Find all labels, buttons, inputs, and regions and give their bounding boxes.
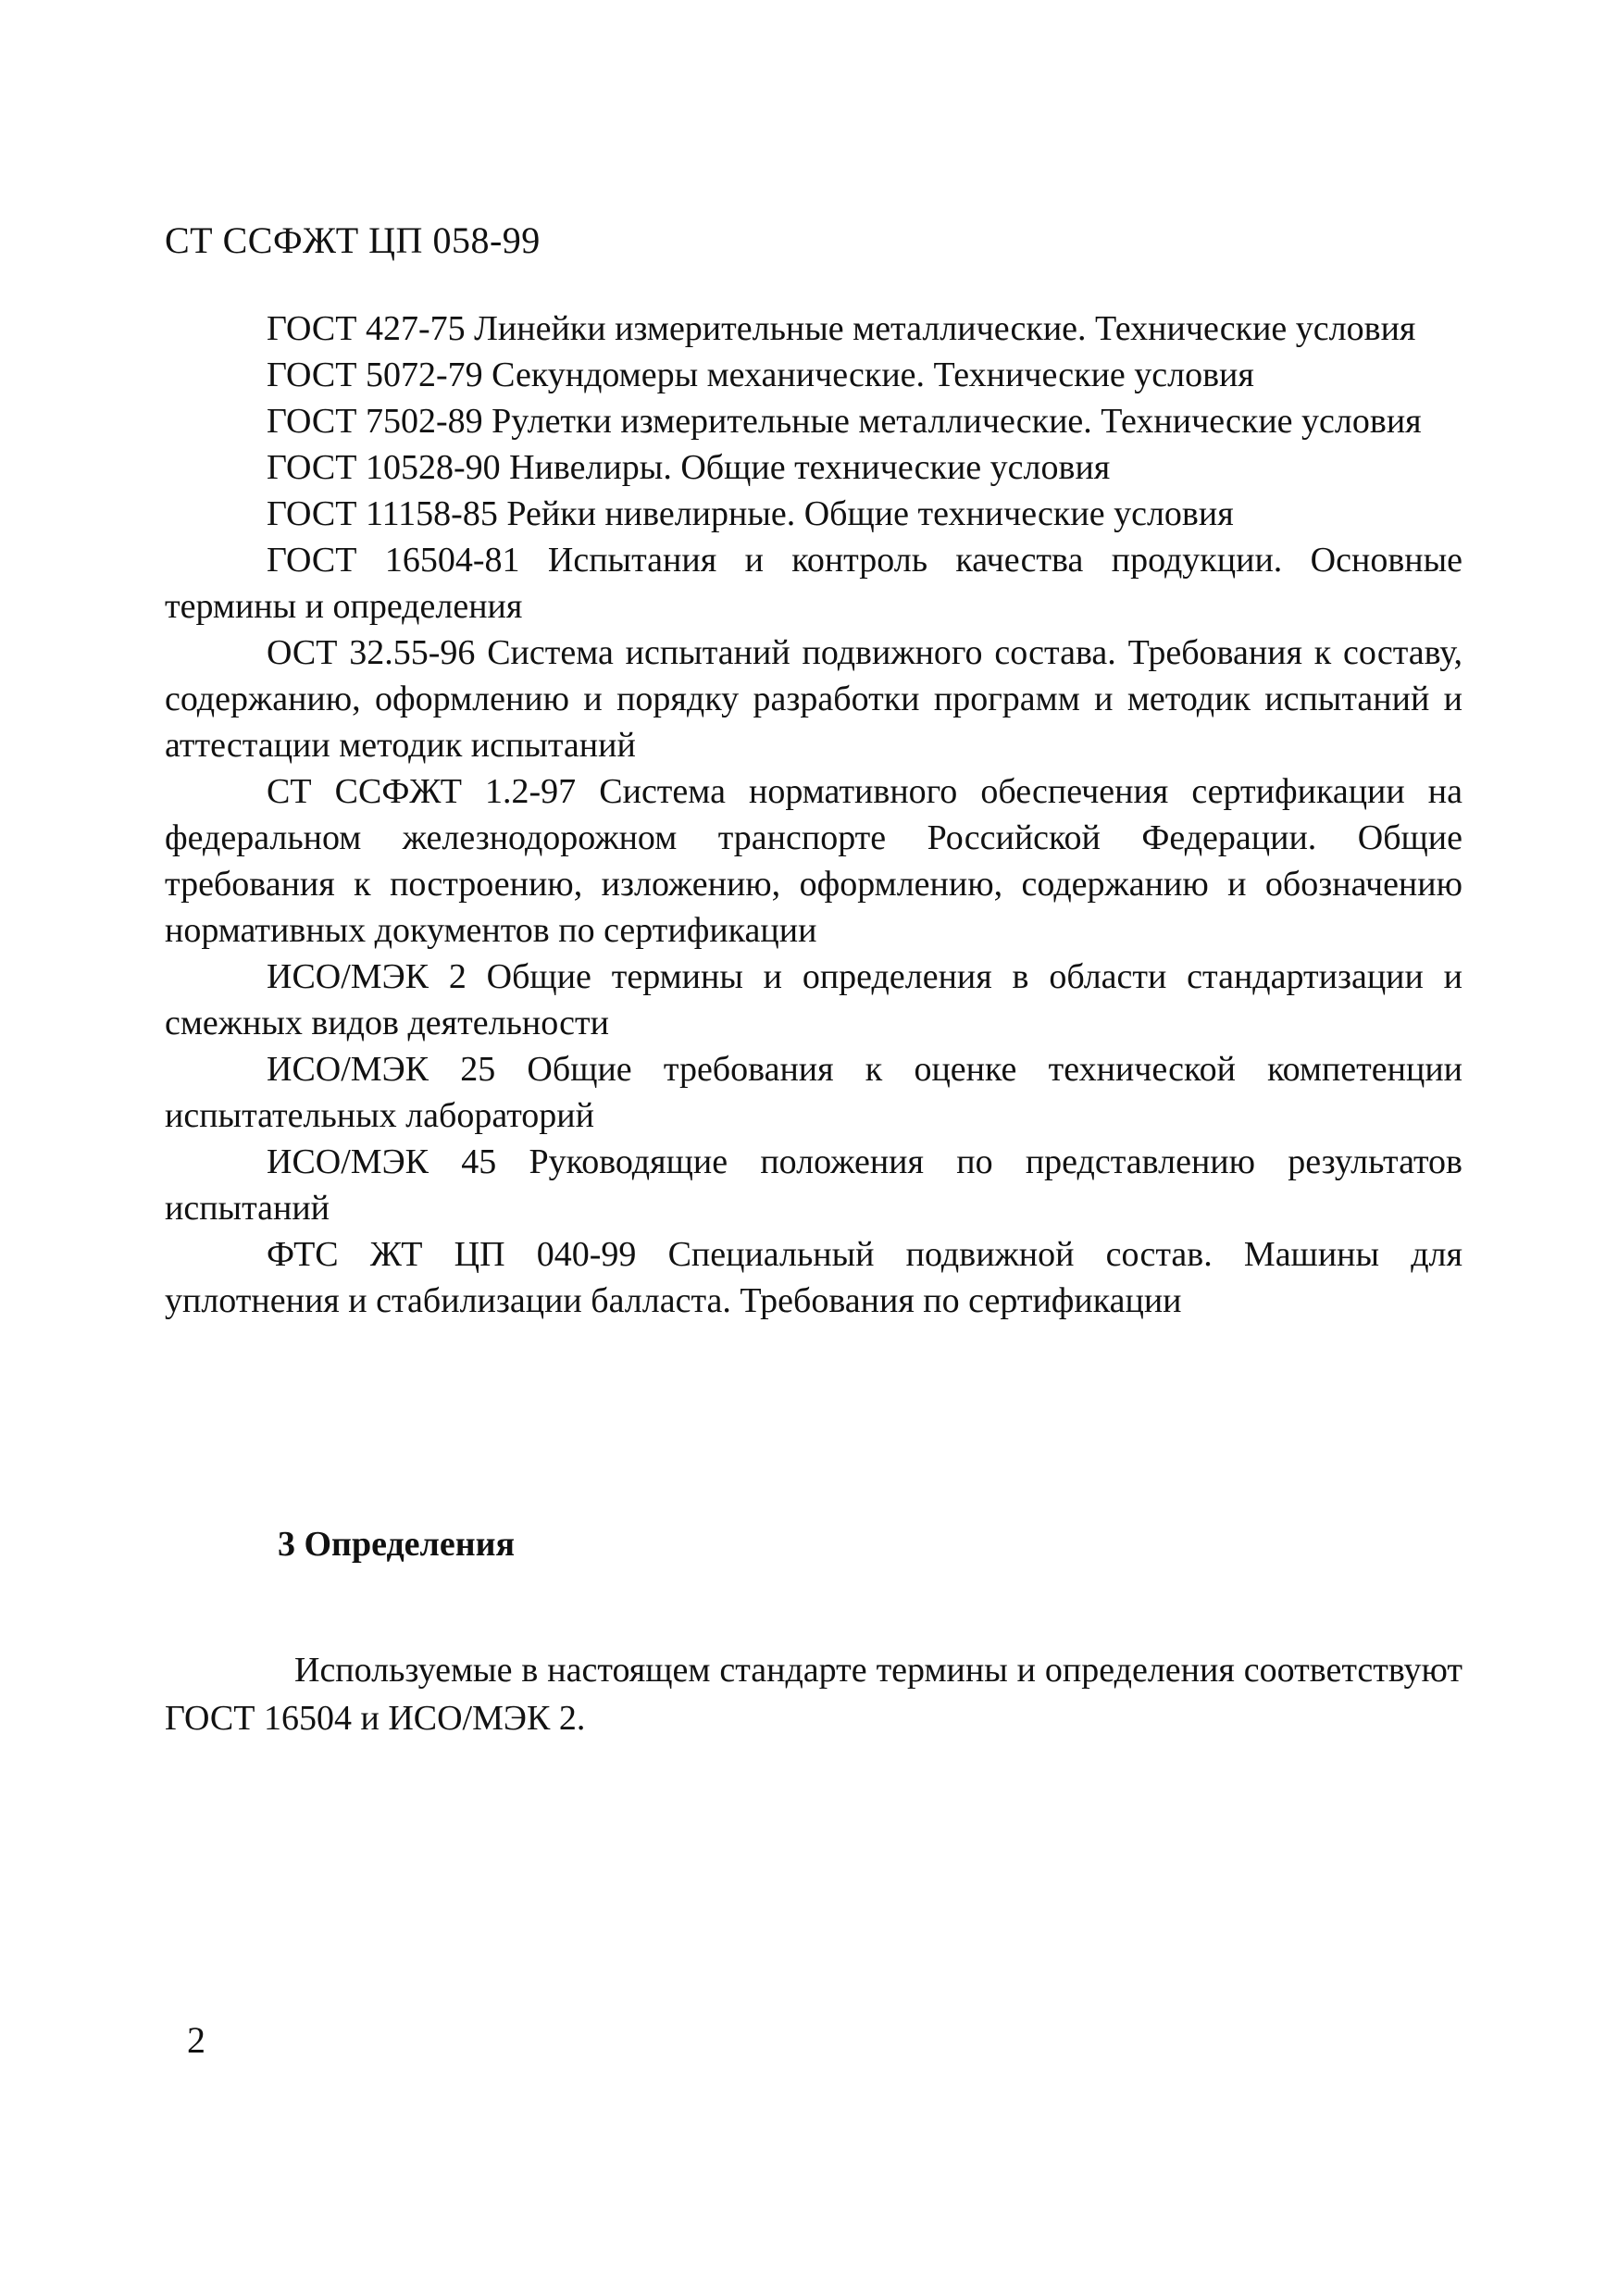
references-list: [165, 306, 1462, 1324]
reference-item: ГОСТ 427-75 Линейки измерительные металлические. Технические условия: [267, 309, 1416, 348]
reference-item: ФТС ЖТ ЦП 040-99 Специальный подвижной состав. Машины для уплотнения и стабилизации балласта. Требования по сертификации: [165, 1235, 1462, 1320]
reference-item: ГОСТ 10528-90 Нивелиры. Общие технические условия: [267, 448, 1111, 487]
section-text: Используемые в настоящем стандарте термины и определения соответствуют ГОСТ 16504 и ИСО/МЭК 2.: [165, 1651, 1462, 1738]
reference-item: ИСО/МЭК 2 Общие термины и определения в области стандартизации и смежных видов деятельности: [165, 957, 1462, 1042]
reference-item: ГОСТ 7502-89 Рулетки измерительные металлические. Технические условия: [267, 402, 1422, 441]
section-title: 3 Определения: [278, 1525, 516, 1564]
reference-item: ГОСТ 11158-85 Рейки нивелирные. Общие технические условия: [267, 494, 1234, 533]
reference-item: ОСТ 32.55-96 Система испытаний подвижного состава. Требования к составу, содержанию, оформлению и порядку разработки программ и методик испытаний и аттестации методик испытаний: [165, 633, 1462, 765]
reference-item: ГОСТ 16504-81 Испытания и контроль качества продукции. Основные термины и определения: [165, 541, 1462, 626]
reference-item: ИСО/МЭК 45 Руководящие положения по представлению результатов испытаний: [165, 1142, 1462, 1228]
reference-item: ИСО/МЭК 25 Общие требования к оценке технической компетенции испытательных лабораторий: [165, 1050, 1462, 1135]
page-number: 2: [187, 2019, 205, 2061]
document-code: СТ ССФЖТ ЦП 058-99: [165, 219, 541, 261]
reference-item: ГОСТ 5072-79 Секундомеры механические. Технические условия: [267, 356, 1254, 394]
reference-item: СТ ССФЖТ 1.2-97 Система нормативного обеспечения сертификации на федеральном железнодорожном транспорте Российской Федерации. Общие требования к построению, изложению, оформлению, содержанию и обозначению нормативных документов по сертификации: [165, 772, 1462, 950]
